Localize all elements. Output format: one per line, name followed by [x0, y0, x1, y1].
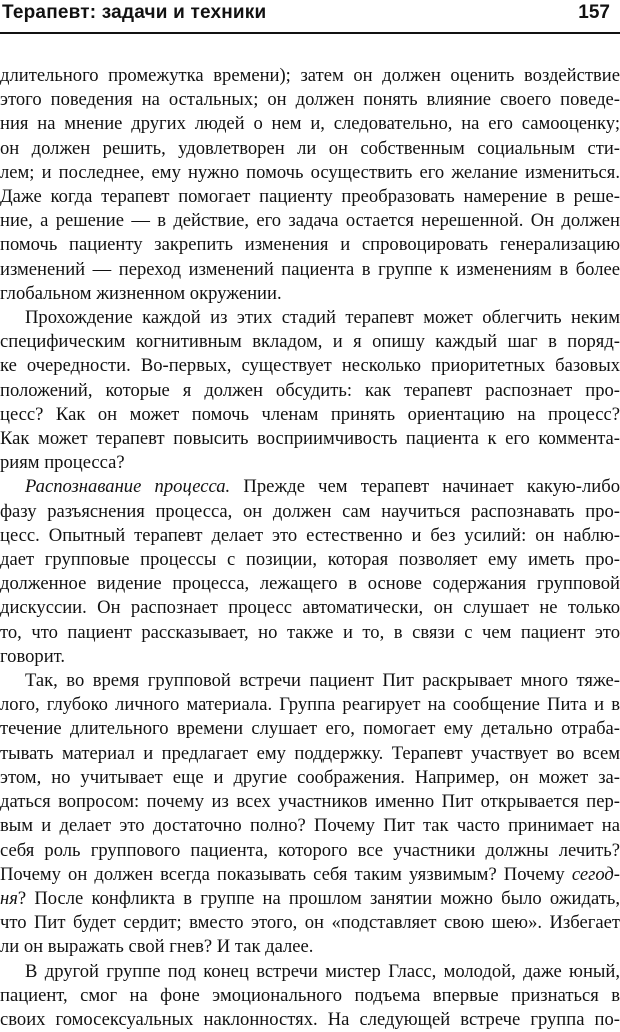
text-line — [0, 161, 620, 185]
text-run: помочь пациенту закрепить изменения и спровоцировать генерализацию — [0, 234, 620, 256]
text-line — [0, 500, 620, 524]
text-line — [0, 693, 620, 717]
text-run: специфическим когнитивным вкладом, и я опишу каждый шаг в поряд- — [0, 331, 620, 353]
text-run: ние, а решение — в действие, его задача остается нерешенной. Он должен — [0, 210, 620, 232]
text-run: Так, во время групповой встречи пациент Пит раскрывает много тяже- — [25, 670, 620, 692]
text-run: изменений — переход изменений пациента в группе к изменениям в более — [0, 258, 620, 280]
text-run: лем; и последнее, ему нужно помочь осуществить его желание измениться. — [0, 161, 620, 183]
text-line — [0, 88, 620, 112]
text-run: что Пит будет сердит; вместо этого, он «подставляет свою шею». Избегает — [0, 912, 620, 934]
text-line — [0, 839, 620, 863]
text-run: говорит. — [0, 645, 66, 667]
text-run: фазу разъяснения процесса, он должен сам научиться распознавать про- — [0, 500, 620, 522]
text-run: положений, которые я должен обсудить: как терапевт распознает про- — [0, 379, 620, 401]
text-line — [0, 669, 620, 693]
italic-run: Распознавание процесса. — [25, 476, 231, 498]
text-run: он должен решить, удовлетворен ли он собственным социальным сти- — [0, 137, 620, 159]
text-line — [0, 258, 620, 282]
text-line — [0, 814, 620, 838]
text-line — [0, 548, 620, 572]
text-run: даться вопросом: почему из всех участников именно Пит открывается пер- — [0, 791, 620, 813]
text-run: длительного промежутка времени); затем он должен оценить воздействие — [0, 65, 620, 86]
text-line — [0, 1008, 620, 1032]
text-run: течение длительного времени слушает его, помогает ему детально отраба- — [0, 718, 620, 740]
text-run: цесс? Как он может помочь членам принять ориентацию на процесс? — [0, 403, 620, 425]
text-line — [0, 112, 620, 136]
text-line — [0, 863, 620, 887]
text-run: долженное видение процесса, лежащего в основе содержания групповой — [0, 573, 620, 595]
text-run: Прохождение каждой из этих стадий терапевт может облегчить неким — [25, 307, 620, 329]
text-line — [0, 451, 620, 475]
text-run: дает групповые процессы с позиции, которая позволяет ему иметь про- — [0, 549, 620, 571]
text-run: ке очередности. Во-первых, существует несколько приоритетных базовых — [0, 355, 620, 377]
text-line — [0, 306, 620, 330]
body-text — [0, 64, 620, 1032]
italic-run: сегод- — [571, 863, 620, 885]
text-run: ния на мнение других людей о нем и, следовательно, на его самооценку; — [0, 113, 620, 135]
text-run: глобальном жизненном окружении. — [0, 282, 282, 304]
text-run: лого, глубоко личного материала. Группа реагирует на сообщение Пита и в — [0, 694, 620, 716]
text-line — [0, 984, 620, 1008]
text-run: своих гомосексуальных наклонностях. На следующей встрече группа по- — [0, 1008, 620, 1030]
text-line — [0, 766, 620, 790]
text-line — [0, 330, 620, 354]
text-line — [0, 935, 620, 959]
text-line — [0, 475, 620, 499]
running-title: Терапевт: задачи и техники — [2, 2, 267, 23]
text-run: дискуссии. Он распознает процесс автоматически, он слушает не только — [0, 597, 620, 619]
text-line — [0, 742, 620, 766]
text-run: то, что пациент рассказывает, но также и то, в связи с чем пациент это — [0, 621, 620, 643]
text-line — [0, 621, 620, 645]
text-line — [0, 572, 620, 596]
text-run: этом, но учитывает еще и другие соображения. Например, он может за- — [0, 766, 620, 788]
text-run: себя роль группового пациента, которого все участники должны лечить? — [0, 839, 620, 861]
text-line — [0, 137, 620, 161]
text-line — [0, 887, 620, 911]
text-line — [0, 209, 620, 233]
text-run: Почему он должен всегда показывать себя таким уязвимым? Почему — [0, 863, 572, 885]
text-line — [0, 911, 620, 935]
text-line — [0, 282, 620, 306]
running-header — [0, 0, 620, 34]
text-line — [0, 717, 620, 741]
text-run: Прежде чем терапевт начинает какую-либо — [230, 476, 620, 498]
text-run: риям процесса? — [0, 452, 125, 474]
text-line — [0, 403, 620, 427]
text-line — [0, 185, 620, 209]
text-line — [0, 645, 620, 669]
text-run: пациент, смог на фоне эмоционального подъема впервые признаться в — [0, 984, 620, 1006]
text-line — [0, 960, 620, 984]
text-run: этого поведения на остальных; он должен понять влияние своего поведе- — [0, 89, 620, 111]
text-line — [0, 596, 620, 620]
text-line — [0, 233, 620, 257]
text-run: ? После конфликта в группе на прошлом занятии можно было ожидать, — [17, 887, 620, 909]
text-run: цесс. Опытный терапевт делает это естественно и без усилий: он наблю- — [0, 524, 620, 546]
text-run: вым и делает это достаточно полно? Почему Пит так часто принимает на — [0, 815, 620, 837]
text-line — [0, 64, 620, 88]
italic-run: ня — [0, 887, 18, 909]
text-line — [0, 524, 620, 548]
text-line — [0, 427, 620, 451]
text-line — [0, 379, 620, 403]
text-run: тывать материал и предлагает ему поддержку. Терапевт участвует во всем — [0, 742, 620, 764]
text-line — [0, 790, 620, 814]
text-run: Даже когда терапевт помогает пациенту преобразовать намерение в реше- — [0, 186, 620, 208]
text-line — [0, 354, 620, 378]
text-run: ли он выражать свой гнев? И так далее. — [0, 936, 314, 958]
text-run: Как может терапевт повысить восприимчивость пациента к его коммента- — [0, 428, 620, 450]
text-run: В другой группе под конец встречи мистер Гласс, молодой, даже юный, — [25, 960, 620, 982]
page-number: 157 — [578, 2, 610, 23]
